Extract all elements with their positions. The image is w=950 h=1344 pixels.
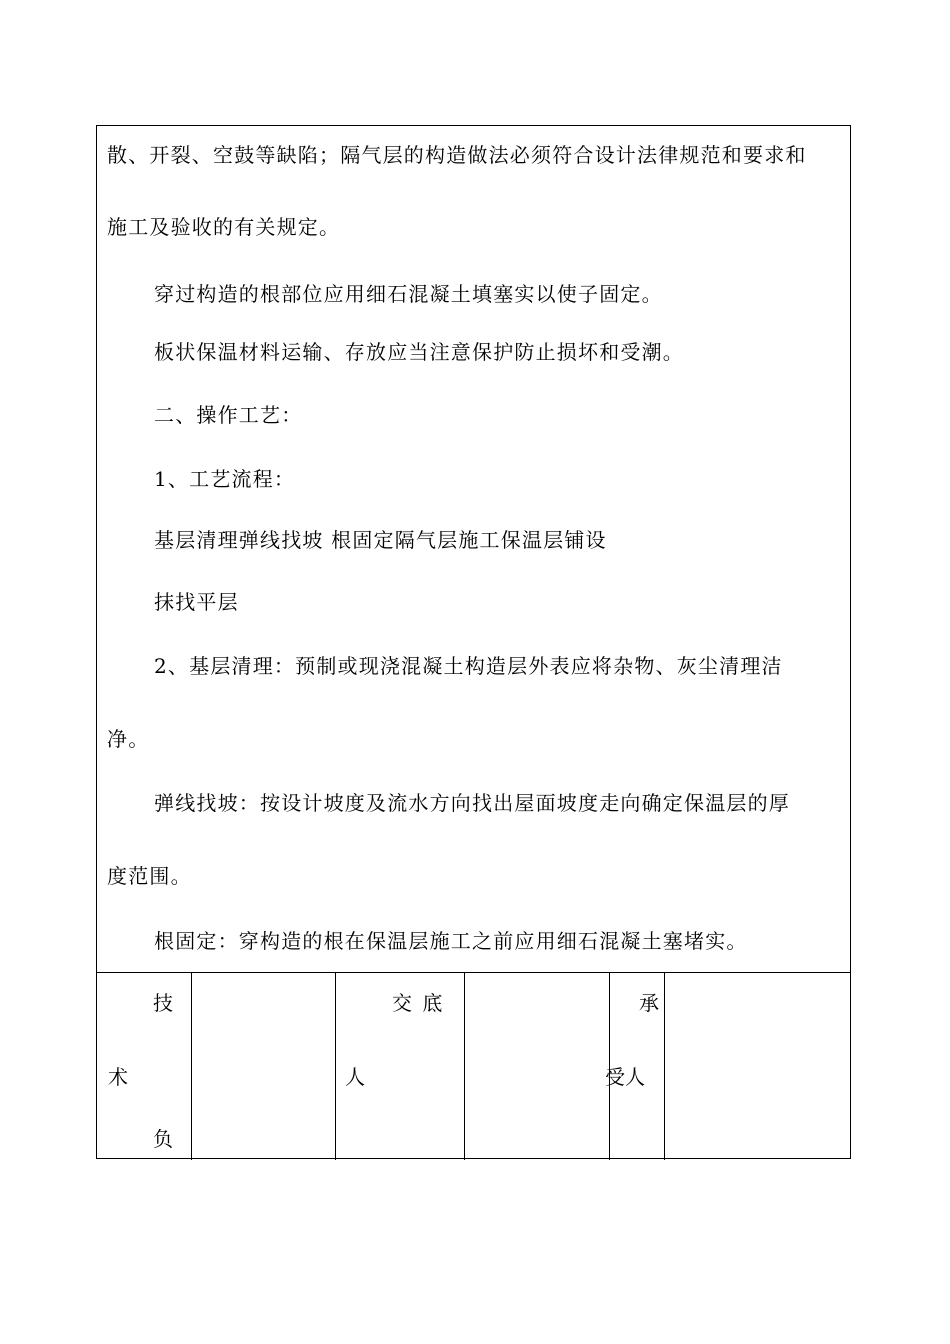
receiver-label-part1: 承 — [639, 991, 659, 1015]
text-line: 度范围。 — [107, 864, 192, 888]
receiver-signature-cell[interactable] — [665, 973, 850, 1160]
technical-lead-label-part3: 负 — [153, 1127, 173, 1151]
receiver-label-part2: 受人 — [605, 1065, 645, 1089]
text-line: 净。 — [107, 727, 150, 751]
text-line: 抹找平层 — [154, 590, 239, 614]
document-frame — [96, 125, 851, 1159]
technical-lead-label-part2: 术 — [108, 1065, 128, 1089]
section-heading: 二、操作工艺： — [154, 403, 303, 427]
text-line: 根固定：穿构造的根在保温层施工之前应用细石混凝土塞堵实。 — [154, 929, 748, 953]
text-line: 板状保温材料运输、存放应当注意保护防止损坏和受潮。 — [154, 340, 684, 364]
handover-person-signature-cell[interactable] — [465, 973, 610, 1160]
receiver-label-cell — [605, 973, 665, 1160]
technical-lead-signature-cell[interactable] — [192, 973, 336, 1160]
subsection-heading: 1、工艺流程： — [154, 467, 296, 491]
technical-lead-label-cell — [97, 973, 192, 1160]
text-line: 弹线找坡：按设计坡度及流水方向找出屋面坡度走向确定保温层的厚 — [154, 791, 790, 815]
text-line: 2、基层清理：预制或现浇混凝土构造层外表应将杂物、灰尘清理洁 — [154, 654, 783, 678]
handover-person-label-cell — [336, 973, 465, 1160]
text-line: 施工及验收的有关规定。 — [107, 215, 341, 239]
text-line: 基层清理弹线找坡 根固定隔气层施工保温层铺设 — [154, 528, 607, 552]
technical-lead-label-part1: 技 — [153, 991, 173, 1015]
document-body — [97, 126, 852, 972]
signature-row — [97, 972, 850, 1160]
handover-person-label-part1: 交 底 — [392, 991, 445, 1015]
text-line: 穿过构造的根部位应用细石混凝土填塞实以使子固定。 — [154, 282, 663, 306]
handover-person-label-part2: 人 — [345, 1065, 365, 1089]
text-line: 散、开裂、空鼓等缺陷；隔气层的构造做法必须符合设计法律规范和要求和 — [107, 143, 807, 167]
